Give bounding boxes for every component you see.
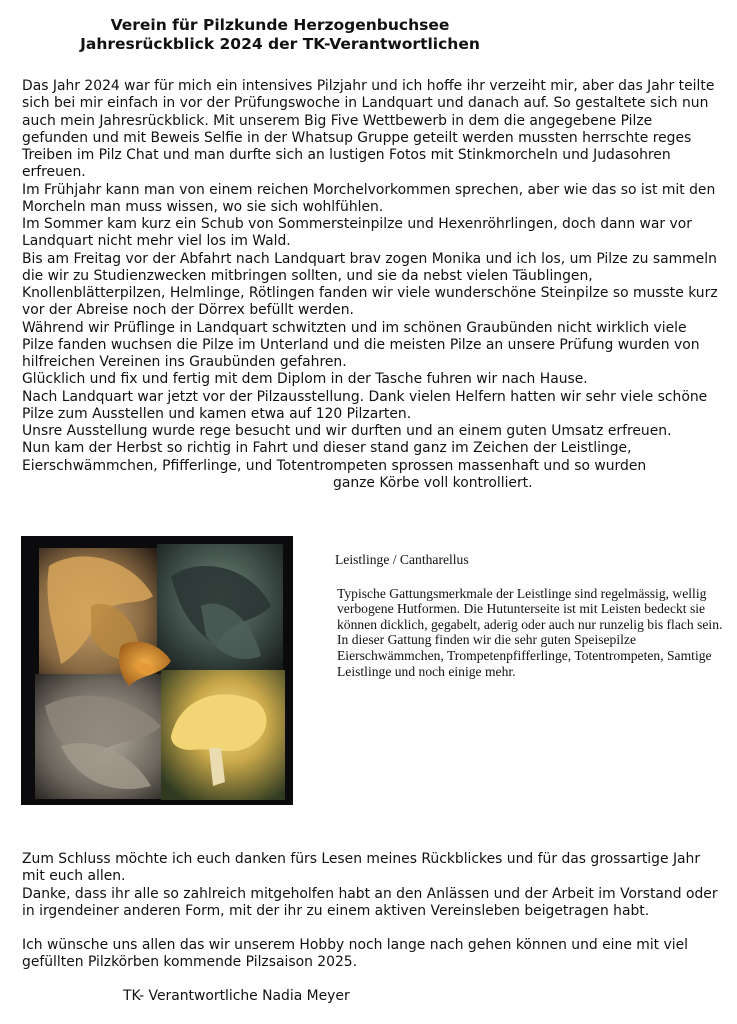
title-line-1: Verein für Pilzkunde Herzogenbuchsee xyxy=(110,16,450,34)
document-title xyxy=(0,16,560,54)
intro-paragraph: Das Jahr 2024 war für mich ein intensives Pilzjahr und ich hoffe ihr verzeiht mir, aber das Jahr teilte sich bei mir einfach in vor der Prüfungswoche in Landquart und danach auf. So gestaltete sich nun auch mein Jahresrückblick. Mit unserem Big Five Wettbewerb in dem die angegebene Pilze gefunden und mit Beweis Selfie in der Whatsup Gruppe geteilt werden mussten herrschte reges Treiben im Pilz Chat und man durfte sich an lustigen Fotos mit Stinkmorcheln und Judasohren erfreuen. xyxy=(22,78,715,181)
title-line-2: Jahresrückblick 2024 der TK-Verantwortlichen xyxy=(80,35,480,53)
intro-paragraph: Im Frühjahr kann man von einem reichen Morchelvorkommen sprechen, aber wie das so ist mit den Morcheln man muss wissen, wo sie sich wohlfühlen. xyxy=(22,181,716,215)
intro-paragraph-last: ganze Körbe voll kontrolliert. xyxy=(333,474,533,491)
intro-paragraph: Unsre Ausstellung wurde rege besucht und wir durften und an einem guten Umsatz erfreuen. xyxy=(22,423,672,439)
mushroom-photo-collage xyxy=(21,536,293,805)
sidebar-heading: Leistlinge / Cantharellus xyxy=(335,552,469,567)
info-sidebar xyxy=(335,552,725,679)
intro-paragraph: Im Sommer kam kurz ein Schub von Sommersteinpilze und Hexenröhrlingen, doch dann war vor Landquart nicht mehr viel los im Wald. xyxy=(22,216,692,250)
intro-paragraph: Bis am Freitag vor der Abfahrt nach Landquart brav zogen Monika und ich los, um Pilze zu sammeln die wir zu Studienzwecken mitbringen sollten, und sie da nebst vielen Täublingen, Knollenblätterpilzen, Helmlinge, Rötlingen fanden wir viele wunderschöne Steinpilze so musste kurz vor der Abreise noch der Dörrex befüllt werden. xyxy=(22,250,718,319)
intro-paragraph: Während wir Prüflinge in Landquart schwitzten und im schönen Graubünden nicht wirklich viele Pilze fanden wuchsen die Pilze im Unterland und die meisten Pilze an unsere Prüfung wurden von hilfreichen Vereinen ins Graubünden gefahren. xyxy=(22,319,700,370)
signature-line: TK- Verantwortliche Nadia Meyer xyxy=(123,988,350,1004)
intro-paragraph: Nach Landquart war jetzt vor der Pilzausstellung. Dank vielen Helfern hatten wir sehr viele schöne Pilze zum Ausstellen und kamen etwa auf 120 Pilzarten. xyxy=(22,388,708,422)
sidebar-body: Typische Gattungsmerkmale der Leistlinge sind regelmässig, wellig verbogene Hutformen. Die Hutunterseite ist mit Leisten bedeckt sie können dicklich, gegabelt, aderig oder auch nur runzelig bis flach sein. In dieser Gattung finden wir die sehr guten Speisepilze Eierschwämmchen, Trompetenpfifferlinge, Totentrompeten, Samtige Leistlinge und noch einige mehr. xyxy=(337,585,723,679)
paragraph-spacer xyxy=(22,920,722,937)
closing-paragraph-2: Danke, dass ihr alle so zahlreich mitgeholfen habt an den Anlässen und der Arbeit im Vorstand oder in irgendeiner anderen Form, mit der ihr zu einem aktiven Vereinsleben beigetragen habt. xyxy=(22,885,718,919)
intro-paragraph: Glücklich und fix und fertig mit dem Diplom in der Tasche fuhren wir nach Hause. xyxy=(22,371,588,388)
mushroom-photo-image xyxy=(21,536,293,805)
closing-paragraph-1: Zum Schluss möchte ich euch danken fürs Lesen meines Rückblickes und für das grossartige Jahr mit euch allen. xyxy=(22,851,701,885)
intro-text xyxy=(22,78,722,492)
closing-text xyxy=(22,851,722,972)
closing-paragraph-3: Ich wünsche uns allen das wir unserem Hobby noch lange nach gehen können und eine mit viel gefüllten Pilzkörben kommende Pilzsaison 2025. xyxy=(22,937,689,971)
intro-paragraph: Nun kam der Herbst so richtig in Fahrt und dieser stand ganz im Zeichen der Leistlinge, Eierschwämmchen, Pfifferlinge, und Totentrompeten sprossen massenhaft und so wurden xyxy=(22,440,647,474)
